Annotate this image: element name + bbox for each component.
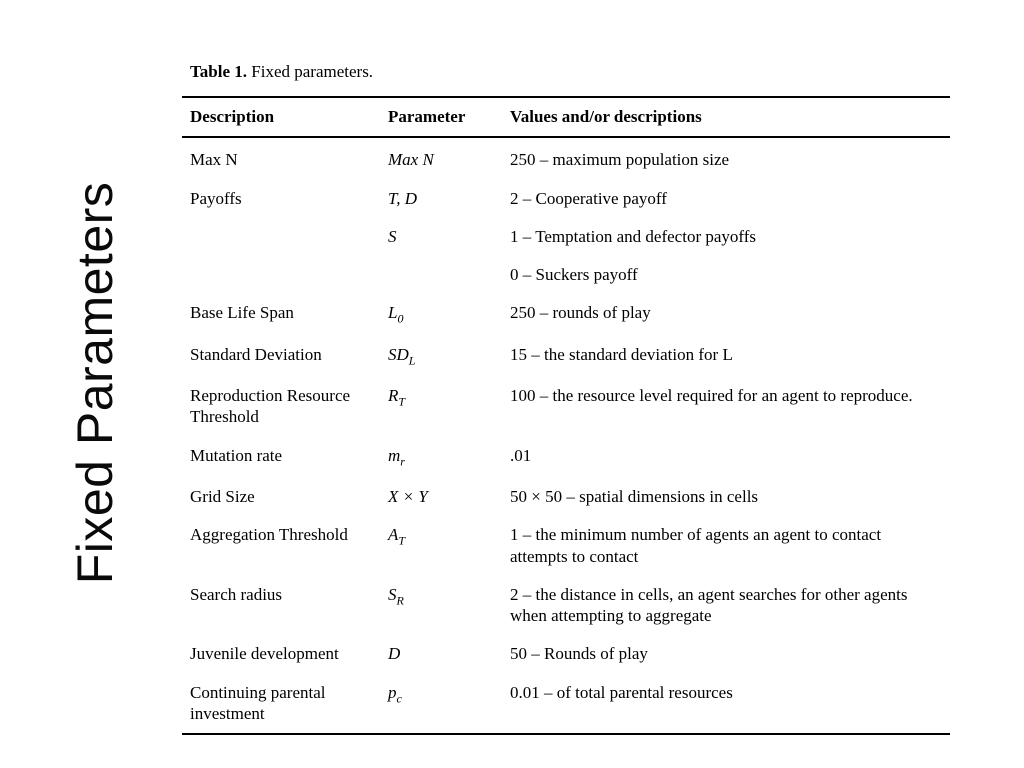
table-row [182, 218, 950, 256]
parameter-symbol: T, D [388, 188, 417, 208]
value-cell: 50 – Rounds of play [510, 644, 648, 664]
value-cell: 0.01 – of total parental resources [510, 682, 733, 702]
table-row [182, 516, 950, 576]
parameter-symbol: S [388, 584, 397, 604]
parameter-cell [380, 256, 502, 294]
value-cell: 100 – the resource level required for an agent to reproduce. [510, 386, 913, 406]
description-cell: Mutation rate [190, 445, 283, 465]
parameter-cell [380, 218, 502, 256]
value-cell: 0 – Suckers payoff [510, 265, 638, 285]
value-cell: 1 – the minimum number of agents an agent to contact attempts to contact [510, 525, 882, 566]
parameter-cell [380, 294, 502, 335]
table-row [182, 478, 950, 516]
parameter-cell [380, 674, 502, 735]
description-cell: Grid Size [190, 487, 255, 507]
description-cell [182, 256, 380, 294]
table-caption-text: Fixed parameters. [247, 62, 374, 81]
value-cell: .01 [510, 445, 532, 465]
table-row [182, 635, 950, 673]
table-row [182, 256, 950, 294]
description-cell: Standard Deviation [190, 344, 322, 364]
table-row [182, 180, 950, 218]
parameter-cell [380, 336, 502, 377]
parameter-symbol: D [388, 644, 401, 664]
col-header-values: Values and/or descriptions [502, 97, 950, 137]
value-cell: 2 – the distance in cells, an agent searches for other agents when attempting to aggregate [510, 584, 908, 626]
description-cell: Aggregation Threshold [190, 525, 348, 545]
parameter-symbol: X × Y [388, 487, 428, 507]
value-cell: 15 – the standard deviation for L [510, 344, 733, 364]
fixed-parameters-table [182, 96, 950, 735]
description-cell: Reproduction Resource Threshold [190, 386, 351, 427]
parameter-symbol: m [388, 445, 401, 465]
parameter-symbol: p [388, 682, 397, 702]
parameter-cell [380, 635, 502, 673]
table-row [182, 674, 950, 735]
parameter-cell [380, 576, 502, 636]
table-area [182, 62, 950, 735]
table-header [182, 97, 950, 137]
parameter-cell [380, 478, 502, 516]
description-cell: Base Life Span [190, 303, 294, 323]
description-cell: Search radius [190, 584, 283, 604]
parameter-cell [380, 516, 502, 576]
parameter-symbol: S [388, 226, 397, 246]
table-row [182, 137, 950, 179]
parameter-subscript: 0 [397, 311, 404, 326]
value-cell: 50 × 50 – spatial dimensions in cells [510, 487, 759, 507]
value-cell: 2 – Cooperative payoff [510, 188, 667, 208]
table-row [182, 576, 950, 636]
description-cell: Max N [190, 150, 238, 170]
parameter-cell [380, 180, 502, 218]
col-header-parameter: Parameter [380, 97, 502, 137]
description-cell: Juvenile development [190, 644, 339, 664]
table-row [182, 437, 950, 478]
parameter-symbol: R [388, 386, 399, 406]
parameter-symbol: Max N [388, 150, 434, 170]
description-cell: Payoffs [190, 188, 242, 208]
value-cell: 250 – maximum population size [510, 150, 730, 170]
slide-side-title: Fixed Parameters [67, 181, 123, 585]
parameter-symbol: SD [388, 344, 409, 364]
value-cell: 1 – Temptation and defector payoffs [510, 226, 757, 246]
parameter-cell [380, 137, 502, 179]
description-cell: Continuing parental investment [190, 682, 326, 723]
value-cell: 250 – rounds of play [510, 303, 651, 323]
parameter-symbol: A [388, 525, 399, 545]
parameter-cell [380, 437, 502, 478]
description-cell [182, 218, 380, 256]
parameter-subscript: T [398, 394, 406, 409]
col-header-description: Description [182, 97, 380, 137]
parameter-subscript: T [398, 533, 406, 548]
table-body [182, 137, 950, 734]
table-row [182, 294, 950, 335]
table-row [182, 336, 950, 377]
table-caption-label: Table 1. [190, 62, 248, 81]
parameter-subscript: R [396, 593, 404, 608]
parameter-subscript: L [408, 353, 416, 368]
table-caption [190, 62, 950, 82]
table-header-row [182, 97, 950, 137]
parameter-subscript: r [400, 454, 405, 469]
parameter-cell [380, 377, 502, 437]
parameter-subscript: c [396, 690, 402, 705]
parameter-symbol: L [388, 303, 398, 323]
table-row [182, 377, 950, 437]
